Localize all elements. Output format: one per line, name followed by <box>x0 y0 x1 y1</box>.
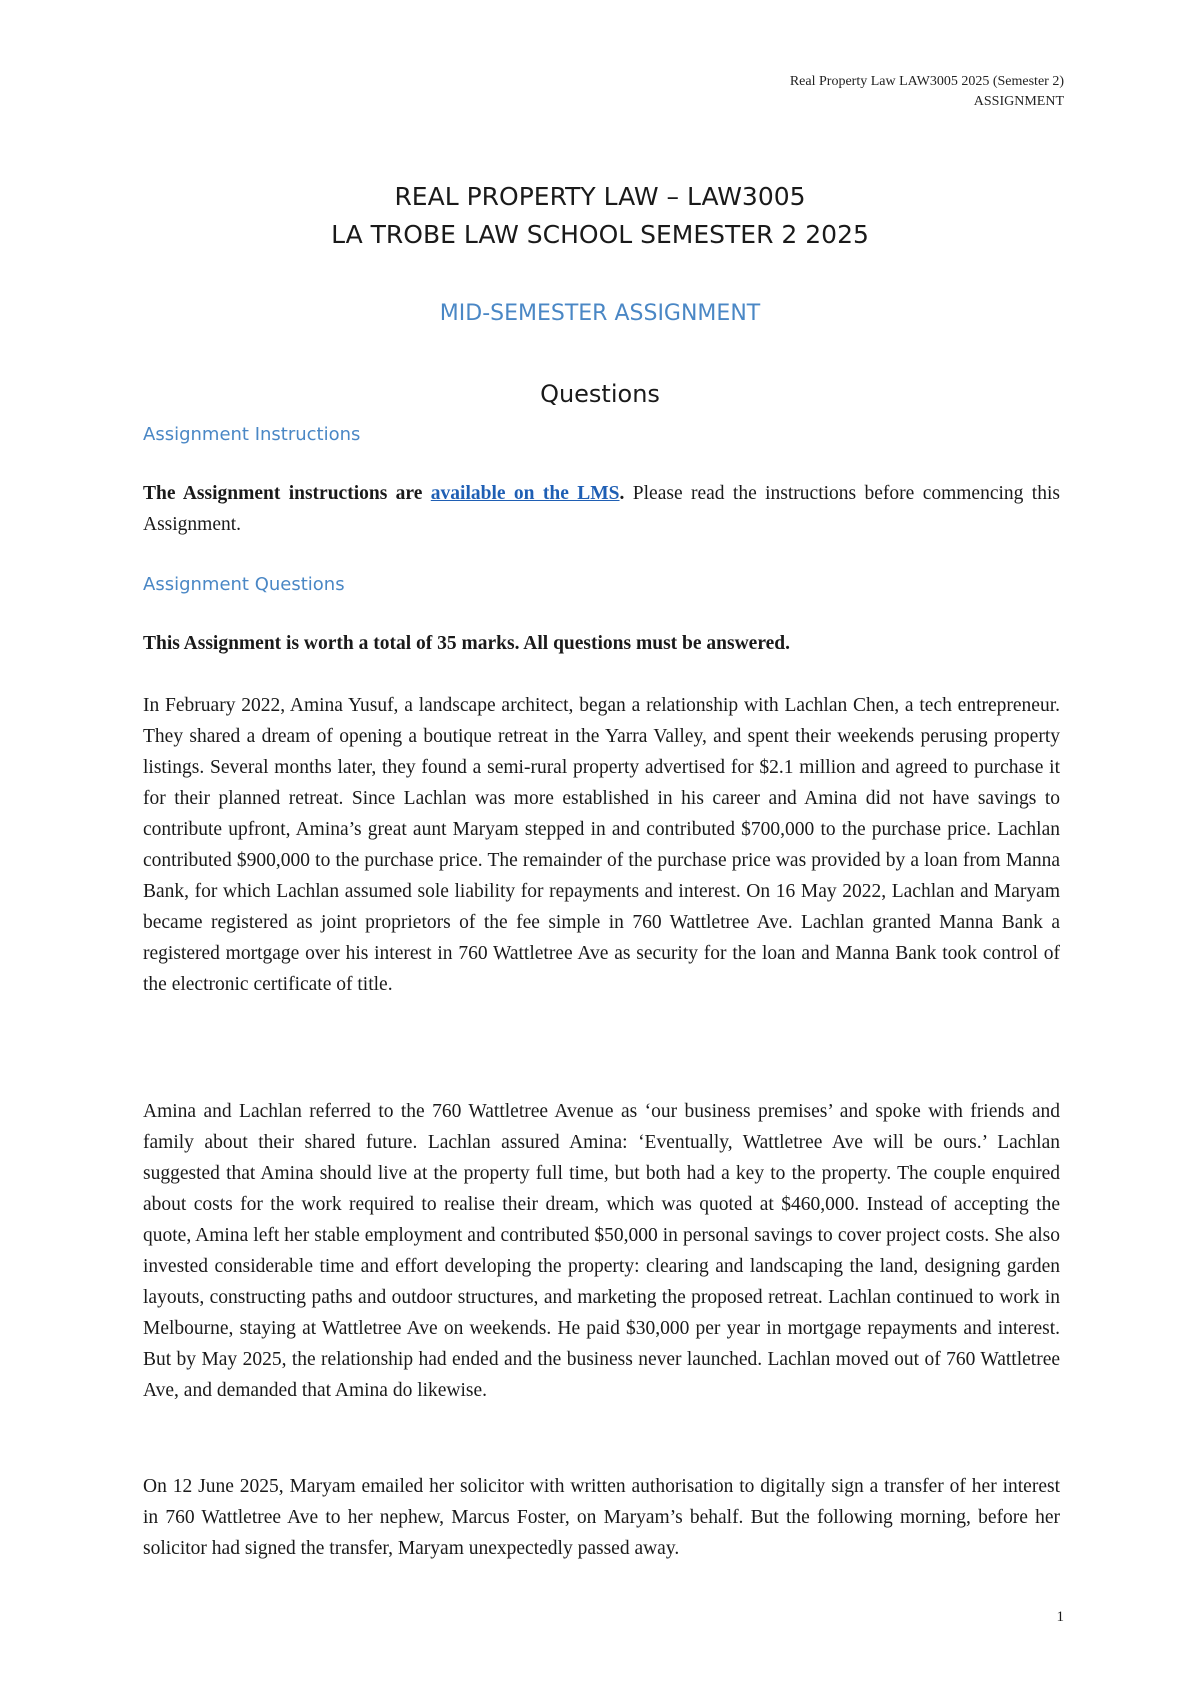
questions-heading: Questions <box>540 380 660 408</box>
instructions-rest-text: Please read the instructions before commencing this Assignment. <box>143 483 1060 535</box>
running-header <box>790 72 1064 112</box>
instructions-bold-period: . <box>619 483 625 504</box>
title-line-2: LA TROBE LAW SCHOOL SEMESTER 2 2025 <box>331 220 869 249</box>
header-course-line: Real Property Law LAW3005 2025 (Semester 2) <box>789 74 1064 89</box>
marks-statement <box>143 628 1060 659</box>
header-doc-type: ASSIGNMENT <box>973 94 1064 109</box>
marks-statement-text: This Assignment is worth a total of 35 marks. All questions must be answered. <box>143 633 790 654</box>
title-line-1: REAL PROPERTY LAW – LAW3005 <box>394 182 806 211</box>
instructions-heading: Assignment Instructions <box>143 424 361 445</box>
question-paragraph-2: Amina and Lachlan referred to the 760 Wattletree Avenue as ‘our business premises’ and spoke with friends and family about their shared future. Lachlan assured Amina: ‘Eventually, Wattletree Ave will be ours.’ Lachlan suggested that Amina should live at the property full time, but both had a key to the property. The couple enquired about costs for the work required to realise their dream, which was quoted at $460,000. Instead of accepting the quote, Amina left her stable employment and contributed $50,000 in personal savings to cover project costs. She also invested considerable time and effort developing the property: clearing and landscaping the land, designing garden layouts, constructing paths and outdoor structures, and marketing the proposed retreat. Lachlan continued to work in Melbourne, staying at Wattletree Ave on weekends. He paid $30,000 per year in mortgage repayments and interest. But by May 2025, the relationship had ended and the business never launched. Lachlan moved out of 760 Wattletree Ave, and demanded that Amina do likewise. <box>143 1101 1060 1401</box>
question-paragraph-1: In February 2022, Amina Yusuf, a landscape architect, began a relationship with Lachlan Chen, a tech entrepreneur. They shared a dream of opening a boutique retreat in the Yarra Valley, and spent their weekends perusing property listings. Several months later, they found a semi-rural property advertised for $2.1 million and agreed to purchase it for their planned retreat. Since Lachlan was more established in his career and Amina did not have savings to contribute upfront, Amina’s great aunt Maryam stepped in and contributed $700,000 to the purchase price. Lachlan contributed $900,000 to the purchase price. The remainder of the purchase price was provided by a loan from Manna Bank, for which Lachlan assumed sole liability for repayments and interest. On 16 May 2022, Lachlan and Maryam became registered as joint proprietors of the fee simple in 760 Wattletree Ave. Lachlan granted Manna Bank a registered mortgage over his interest in 760 Wattletree Ave as security for the loan and Manna Bank took control of the electronic certificate of title. <box>143 695 1060 995</box>
question-paragraph-3: On 12 June 2025, Maryam emailed her solicitor with written authorisation to digitally sign a transfer of her interest in 760 Wattletree Ave to her nephew, Marcus Foster, on Maryam’s behalf. But the following morning, before her solicitor had signed the transfer, Maryam unexpectedly passed away. <box>143 1476 1060 1559</box>
document-title <box>0 178 1200 254</box>
lms-link[interactable]: available on the LMS <box>430 483 620 504</box>
assignment-questions-heading: Assignment Questions <box>143 574 345 595</box>
instructions-paragraph <box>143 478 1060 540</box>
instructions-bold-text: The Assignment instructions are <box>143 483 431 504</box>
page-number: 1 <box>1056 1609 1064 1625</box>
document-subtitle: MID-SEMESTER ASSIGNMENT <box>439 301 761 326</box>
